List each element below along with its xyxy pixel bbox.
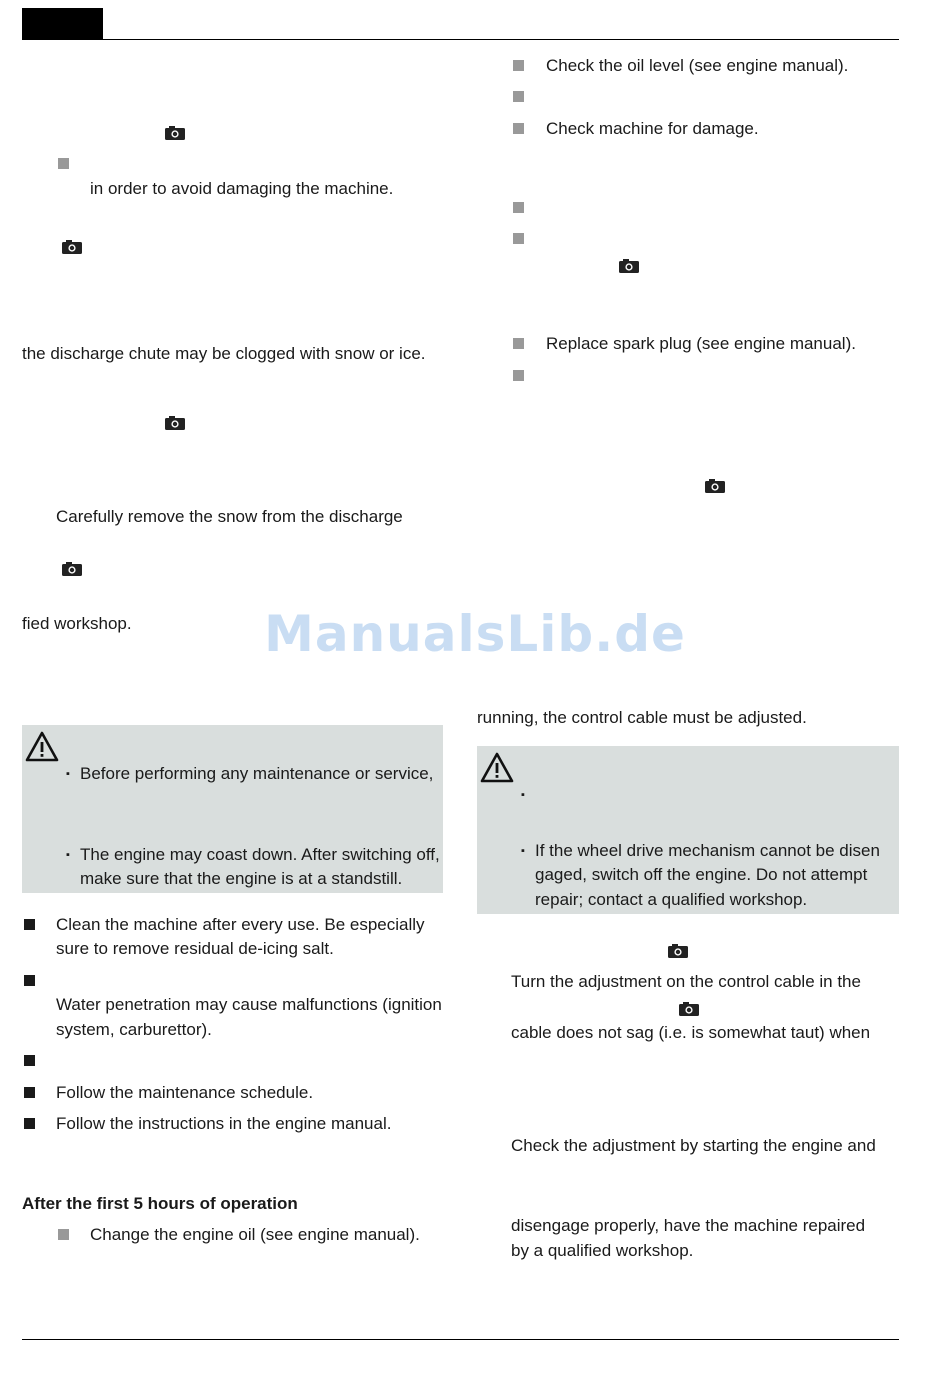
text-chute-clogged: the discharge chute may be clogged with snow or ice. xyxy=(22,344,426,363)
warning-item-text: The engine may coast down. After switching off, xyxy=(80,845,440,864)
text-turn-adjustment: Turn the adjustment on the control cable in the xyxy=(511,972,861,991)
list-item-text: Clean the machine after every use. Be especially xyxy=(56,915,425,934)
warning-triangle-icon xyxy=(480,752,514,784)
square-bullet-icon xyxy=(513,60,524,71)
warning-item: ▪ The engine may coast down. After switching off, xyxy=(66,845,440,864)
list-item-text: Change the engine oil (see engine manual). xyxy=(90,1225,420,1244)
list-item-text: Follow the maintenance schedule. xyxy=(56,1083,314,1102)
square-bullet-icon xyxy=(513,91,524,102)
footer-rule xyxy=(22,1339,899,1340)
square-bullet-icon xyxy=(24,1087,35,1098)
square-bullet-icon xyxy=(24,1118,35,1129)
warning-item-text: repair; contact a qualified workshop. xyxy=(535,890,808,909)
warning-item-text: gaged, switch off the engine. Do not attempt xyxy=(535,865,868,884)
list-item-text: Check machine for damage. xyxy=(546,119,759,138)
text-repair: by a qualified workshop. xyxy=(511,1241,694,1260)
camera-icon xyxy=(619,259,639,273)
square-bullet-icon xyxy=(513,338,524,349)
square-bullet-icon xyxy=(24,1055,35,1066)
text-workshop: fied workshop. xyxy=(22,614,132,633)
warning-item-text: make sure that the engine is at a standstill. xyxy=(80,869,403,888)
camera-icon xyxy=(679,1002,699,1016)
text-check-adjustment: Check the adjustment by starting the engine and xyxy=(511,1136,876,1155)
list-item-text: Check the oil level (see engine manual). xyxy=(546,56,849,75)
square-bullet-icon xyxy=(58,158,69,169)
list-item-text: Replace spark plug (see engine manual). xyxy=(546,334,856,353)
camera-icon xyxy=(62,562,82,576)
watermark: ManualsLib.de xyxy=(264,605,686,663)
square-bullet-icon xyxy=(24,975,35,986)
square-bullet-icon xyxy=(513,370,524,381)
square-bullet-icon xyxy=(513,202,524,213)
text-avoid-damage: in order to avoid damaging the machine. xyxy=(90,179,394,198)
warning-item-text: Before performing any maintenance or service, xyxy=(80,764,434,783)
list-item-text: sure to remove residual de-icing salt. xyxy=(56,939,334,958)
camera-icon xyxy=(705,479,725,493)
list-item-text: Water penetration may cause malfunctions (ignition xyxy=(56,995,442,1014)
warning-item: ▪ xyxy=(521,789,525,801)
warning-item: ▪ If the wheel drive mechanism cannot be disen xyxy=(521,841,880,860)
list-item-text: Follow the instructions in the engine manual. xyxy=(56,1114,392,1133)
text-cable-sag: cable does not sag (i.e. is somewhat taut) when xyxy=(511,1023,871,1042)
list-item-text: system, carburettor). xyxy=(56,1020,212,1039)
camera-icon xyxy=(165,416,185,430)
header-block xyxy=(22,8,103,40)
section-heading: After the first 5 hours of operation xyxy=(22,1194,298,1213)
warning-triangle-icon xyxy=(25,731,59,763)
text-remove-snow: Carefully remove the snow from the discharge xyxy=(56,507,403,526)
camera-icon xyxy=(165,126,185,140)
square-bullet-icon xyxy=(513,123,524,134)
warning-item: ▪ Before performing any maintenance or service, xyxy=(66,764,434,783)
text-repair: disengage properly, have the machine repaired xyxy=(511,1216,866,1235)
header-rule xyxy=(22,39,899,40)
square-bullet-icon xyxy=(58,1229,69,1240)
text-control-cable: running, the control cable must be adjusted. xyxy=(477,708,807,727)
camera-icon xyxy=(62,240,82,254)
camera-icon xyxy=(668,944,688,958)
square-bullet-icon xyxy=(513,233,524,244)
square-bullet-icon xyxy=(24,919,35,930)
warning-item-text: If the wheel drive mechanism cannot be disen xyxy=(535,841,880,860)
